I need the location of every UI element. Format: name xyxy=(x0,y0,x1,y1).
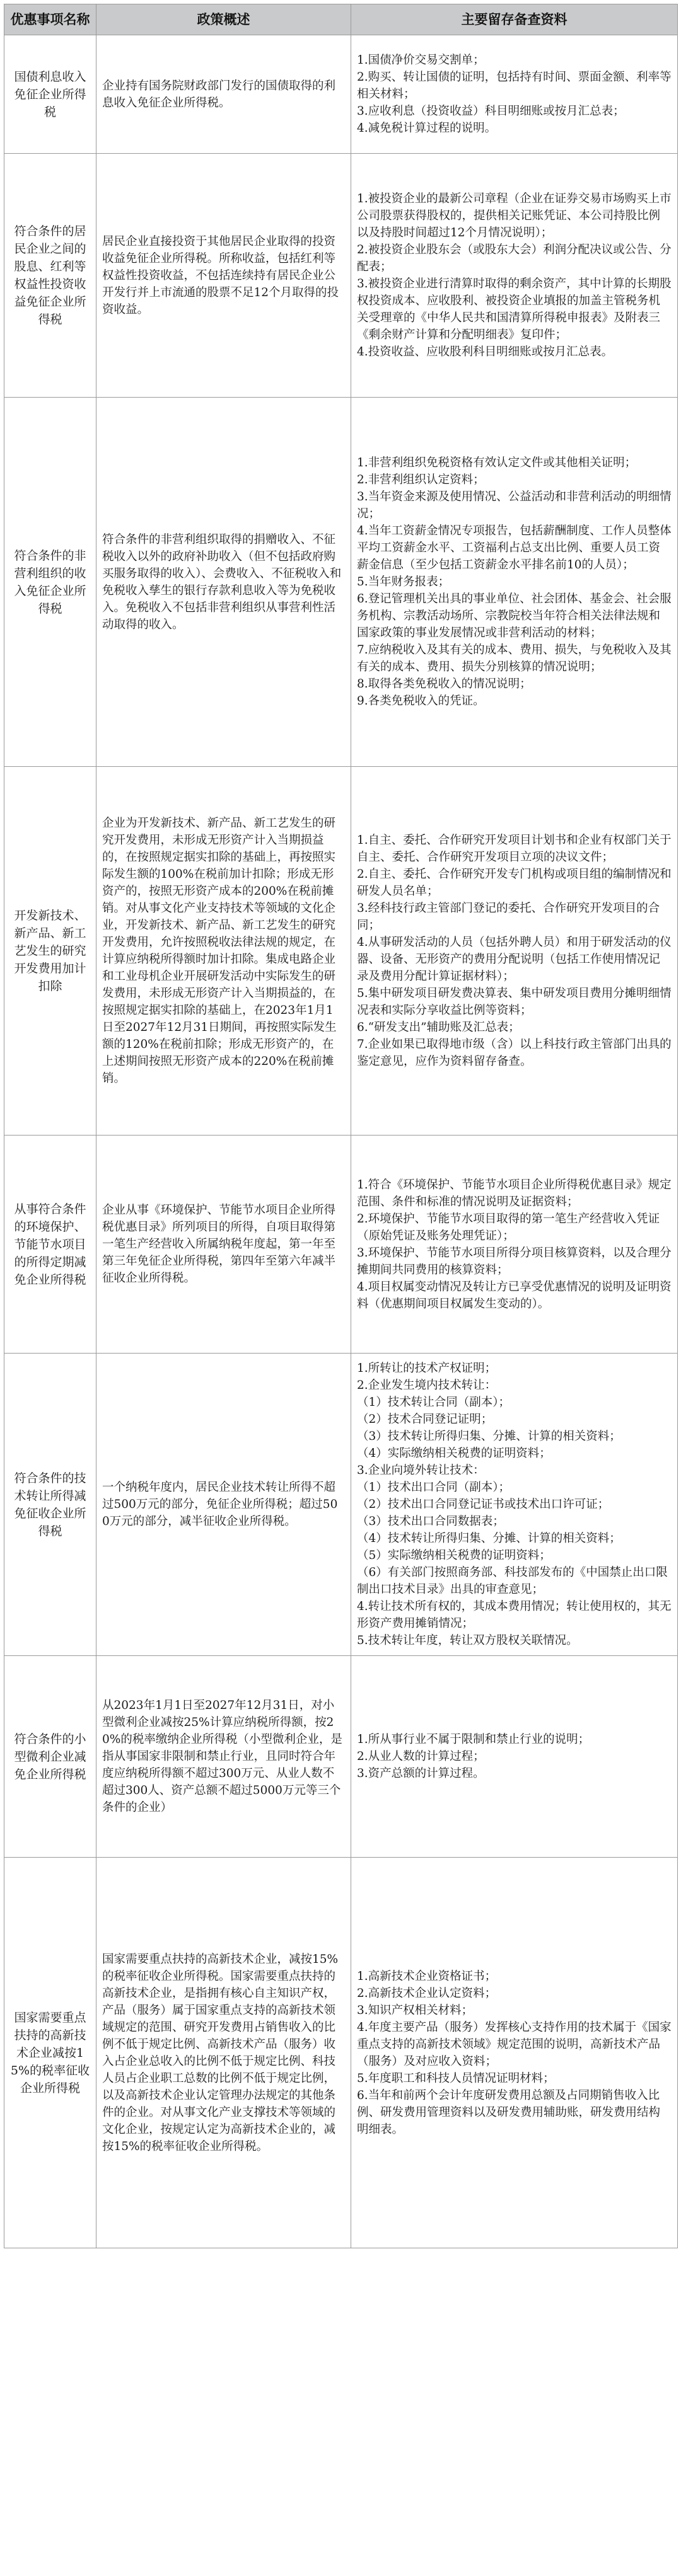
header-item-name: 优惠事项名称 xyxy=(4,4,96,35)
item-name-cell: 国家需要重点扶持的高新技术企业减按15%的税率征收企业所得税 xyxy=(4,1858,96,2248)
material-line: 4.当年工资薪金情况专项报告，包括薪酬制度、工作人员整体平均工资薪金水平、工资福利占总支出比例、重要人员工资薪金信息（至少包括工资薪金水平排名前10的人员）； xyxy=(357,524,672,572)
material-line: 3.被投资企业进行清算时取得的剩余资产，其中计算的长期股权投资成本、应收股利、被投资企业填报的加盖主管税务机关受理章的《中华人民共和国清算所得税申报表》及附表三《剩余财产计算和分配明细表》复印件； xyxy=(357,277,672,342)
material-line: 3.经科技行政主管部门登记的委托、合作研究开发项目的合同； xyxy=(357,902,660,932)
material-line: 4.项目权属变动情况及转让方已享受优惠情况的说明及证明资料（优惠期间项目权属发生变动的）。 xyxy=(357,1280,672,1311)
material-line: （4）技术转让所得归集、分摊、计算的相关资料； xyxy=(357,1532,621,1545)
material-line: 1.被投资企业的最新公司章程（企业在证券交易市场购买上市公司股票获得股权的，提供相关记账凭证、本公司持股比例以及持股时间超过12个月情况说明）； xyxy=(357,192,672,239)
material-line: 6.登记管理机关出具的事业单位、社会团体、基金会、社会服务机构、宗教活动场所、宗教院校当年符合相关法律法规和国家政策的事业发展情况或非营利活动的材料； xyxy=(357,592,672,640)
item-name-cell: 符合条件的技术转让所得减免征收企业所得税 xyxy=(4,1354,96,1656)
item-name-cell: 符合条件的居民企业之间的股息、红利等权益性投资收益免征企业所得税 xyxy=(4,154,96,398)
policy-summary-cell: 企业从事《环境保护、节能节水项目企业所得税优惠目录》所列项目的所得，自项目取得第一笔生产经营收入所属纳税年度起，第一年至第三年免征企业所得税，第四年至第六年减半征收企业所得税。 xyxy=(96,1136,351,1354)
material-line: 3.知识产权相关材料； xyxy=(357,2003,474,2017)
materials-cell xyxy=(351,1656,678,1858)
material-line: 4.减免税计算过程的说明。 xyxy=(357,122,497,135)
material-line: 3.环境保护、节能节水项目所得分项目核算资料，以及合理分摊期间共同费用的核算资料； xyxy=(357,1246,672,1277)
table-header xyxy=(4,4,678,35)
item-name-cell: 符合条件的小型微利企业减免企业所得税 xyxy=(4,1656,96,1858)
material-line: 2.环境保护、节能节水项目取得的第一笔生产经营收入凭证（原始凭证及账务处理凭证）； xyxy=(357,1212,660,1243)
material-line: 1.国债净价交易交割单； xyxy=(357,54,485,67)
material-line: 6.“研发支出”辅助账及汇总表； xyxy=(357,1021,520,1034)
material-line: 3.应收利息（投资收益）科目明细账或按月汇总表； xyxy=(357,105,625,118)
policy-table xyxy=(4,4,678,2248)
material-line: 1.符合《环境保护、节能节水项目企业所得税优惠目录》规定范围、条件和标准的情况说明及证据资料； xyxy=(357,1178,672,1209)
materials-cell xyxy=(351,1354,678,1656)
material-line: 5.年度职工和科技人员情况证明材料； xyxy=(357,2071,555,2085)
policy-summary-cell: 企业持有国务院财政部门发行的国债取得的利息收入免征企业所得税。 xyxy=(96,35,351,154)
material-line: （3）技术转让所得归集、分摊、计算的相关资料； xyxy=(357,1430,621,1443)
policy-summary-cell: 国家需要重点扶持的高新技术企业，减按15%的税率征收企业所得税。国家需要重点扶持的高新技术企业，是指拥有核心自主知识产权，产品（服务）属于国家重点支持的高新技术领域规定的范围、研究开发费用占销售收入的比例不低于规定比例、高新技术产品（服务）收入占企业总收入的比例不低于规定比例、科技人员占企业职工总数的比例不低于规定比例，以及高新技术企业认定管理办法规定的其他条件的企业。对从事文化产业支撑技术等领域的文化企业，按规定认定为高新技术企业的，减按15%的税率征收企业所得税。 xyxy=(96,1858,351,2248)
material-line: 1.非营利组织免税资格有效认定文件或其他相关证明； xyxy=(357,456,637,469)
item-name-cell: 开发新技术、新产品、新工艺发生的研究开发费用加计扣除 xyxy=(4,767,96,1136)
material-line: 4.从事研发活动的人员（包括外聘人员）和用于研发活动的仪器、设备、无形资产的费用分配说明（包括工作使用情况记录及费用分配计算证据材料）； xyxy=(357,936,672,983)
material-line: 2.高新技术企业认定资料； xyxy=(357,1986,497,2000)
table-body xyxy=(4,35,678,2248)
header-policy-summary: 政策概述 xyxy=(96,4,351,35)
table-row xyxy=(4,1858,678,2248)
material-line: 4.转让技术所有权的，其成本费用情况；转让使用权的，其无形资产费用摊销情况； xyxy=(357,1600,672,1630)
material-line: （2）技术合同登记证明； xyxy=(357,1413,493,1426)
material-line: （1）技术转让合同（副本）； xyxy=(357,1396,511,1409)
item-name-cell: 国债利息收入免征企业所得税 xyxy=(4,35,96,154)
material-line: 3.资产总额的计算过程。 xyxy=(357,1767,485,1780)
material-line: 7.应纳税收入及其有关的成本、费用、损失，与免税收入及其有关的成本、费用、损失分别核算的情况说明； xyxy=(357,643,672,674)
table-row xyxy=(4,35,678,154)
material-line: （2）技术出口合同登记证书或技术出口许可证； xyxy=(357,1498,610,1511)
material-line: 1.高新技术企业资格证书； xyxy=(357,1969,497,1983)
materials-cell xyxy=(351,398,678,767)
table-row xyxy=(4,1354,678,1656)
table-row xyxy=(4,1136,678,1354)
header-row xyxy=(4,4,678,35)
material-line: （5）实际缴纳相关税费的证明资料； xyxy=(357,1549,551,1562)
materials-cell xyxy=(351,1136,678,1354)
materials-cell xyxy=(351,1858,678,2248)
material-line: 1.所从事行业不属于限制和禁止行业的说明； xyxy=(357,1733,590,1746)
material-line: 2.被投资企业股东会（或股东大会）利润分配决议或公告、分配表； xyxy=(357,243,672,273)
material-line: 2.从业人数的计算过程； xyxy=(357,1750,485,1763)
material-line: 2.非营利组织认定资料； xyxy=(357,473,485,486)
item-name-cell: 从事符合条件的环境保护、节能节水项目的所得定期减免企业所得税 xyxy=(4,1136,96,1354)
material-line: 3.当年资金来源及使用情况、公益活动和非营利活动的明细情况； xyxy=(357,490,672,520)
table-row xyxy=(4,767,678,1136)
material-line: （4）实际缴纳相关税费的证明资料； xyxy=(357,1447,551,1460)
table-row xyxy=(4,1656,678,1858)
material-line: （3）技术出口合同数据表； xyxy=(357,1515,504,1528)
policy-summary-cell: 居民企业直接投资于其他居民企业取得的投资收益免征企业所得税。所称收益，包括红利等权益性投资收益，不包括连续持有居民企业公开发行并上市流通的股票不足12个月取得的投资收益。 xyxy=(96,154,351,398)
material-line: 9.各类免税收入的凭证。 xyxy=(357,694,485,708)
material-line: 5.当年财务报表； xyxy=(357,575,450,589)
material-line: 5.技术转让年度，转让双方股权关联情况。 xyxy=(357,1634,578,1647)
material-line: 8.取得各类免税收入的情况说明； xyxy=(357,677,532,691)
item-name-cell: 符合条件的非营利组织的收入免征企业所得税 xyxy=(4,398,96,767)
material-line: （6）有关部门按照商务部、科技部发布的《中国禁止出口限制出口技术目录》出具的审查意见； xyxy=(357,1566,668,1596)
material-line: 4.投资收益、应收股利科目明细账或按月汇总表。 xyxy=(357,345,614,359)
material-line: 1.自主、委托、合作研究开发项目计划书和企业有权部门关于自主、委托、合作研究开发项目立项的决议文件； xyxy=(357,834,672,864)
material-line: 4.年度主要产品（服务）发挥核心支持作用的技术属于《国家重点支持的高新技术领域》规定范围的说明，高新技术产品（服务）及对应收入资料； xyxy=(357,2020,672,2068)
material-line: 6.当年和前两个会计年度研发费用总额及占同期销售收入比例、研发费用管理资料以及研发费用辅助账，研发费用结构明细表。 xyxy=(357,2088,661,2136)
material-line: 2.购买、转让国债的证明，包括持有时间、票面金额、利率等相关材料； xyxy=(357,71,672,101)
material-line: 2.自主、委托、合作研究开发专门机构或项目组的编制情况和研发人员名单； xyxy=(357,868,672,898)
material-line: （1）技术出口合同（副本）； xyxy=(357,1481,511,1494)
materials-cell xyxy=(351,35,678,154)
policy-summary-cell: 一个纳税年度内，居民企业技术转让所得不超过500万元的部分，免征企业所得税；超过500万元的部分，减半征收企业所得税。 xyxy=(96,1354,351,1656)
material-line: 2.企业发生境内技术转让： xyxy=(357,1379,497,1392)
header-materials: 主要留存备查资料 xyxy=(351,4,678,35)
materials-cell xyxy=(351,767,678,1136)
policy-summary-cell: 企业为开发新技术、新产品、新工艺发生的研究开发费用，未形成无形资产计入当期损益的，在按照规定据实扣除的基础上，再按照实际发生额的100%在税前加计扣除；形成无形资产的，按照无形资产成本的200%在税前摊销。对从事文化产业支持技术等领域的文化企业，开发新技术、新产品、新工艺发生的研究开发费用，允许按照税收法律法规的规定，在计算应纳税所得额时加计扣除。集成电路企业和工业母机企业开展研发活动中实际发生的研发费用，未形成无形资产计入当期损益的，在按照规定据实扣除的基础上，在2023年1月1日至2027年12月31日期间，再按照实际发生额的120%在税前扣除；形成无形资产的，在上述期间按照无形资产成本的220%在税前摊销。 xyxy=(96,767,351,1136)
material-line: 3.企业向境外转让技术： xyxy=(357,1464,485,1477)
table-row xyxy=(4,398,678,767)
materials-cell xyxy=(351,154,678,398)
policy-summary-cell: 从2023年1月1日至2027年12月31日，对小型微利企业减按25%计算应纳税所得额，按20%的税率缴纳企业所得税（小型微利企业，是指从事国家非限制和禁止行业，且同时符合年度应纳税所得额不超过300万元、从业人数不超过300人、资产总额不超过5000万元等三个条件的企业） xyxy=(96,1656,351,1858)
policy-summary-cell: 符合条件的非营利组织取得的捐赠收入、不征税收入以外的政府补助收入（但不包括政府购买服务取得的收入）、会费收入、不征税收入和免税收入孳生的银行存款利息收入等为免税收入。免税收入不包括非营利组织从事营利性活动取得的收入。 xyxy=(96,398,351,767)
material-line: 7.企业如果已取得地市级（含）以上科技行政主管部门出具的鉴定意见，应作为资料留存备查。 xyxy=(357,1038,672,1068)
material-line: 5.集中研发项目研发费决算表、集中研发项目费用分摊明细情况表和实际分享收益比例等资料； xyxy=(357,987,672,1017)
table-row xyxy=(4,154,678,398)
material-line: 1.所转让的技术产权证明； xyxy=(357,1362,497,1375)
